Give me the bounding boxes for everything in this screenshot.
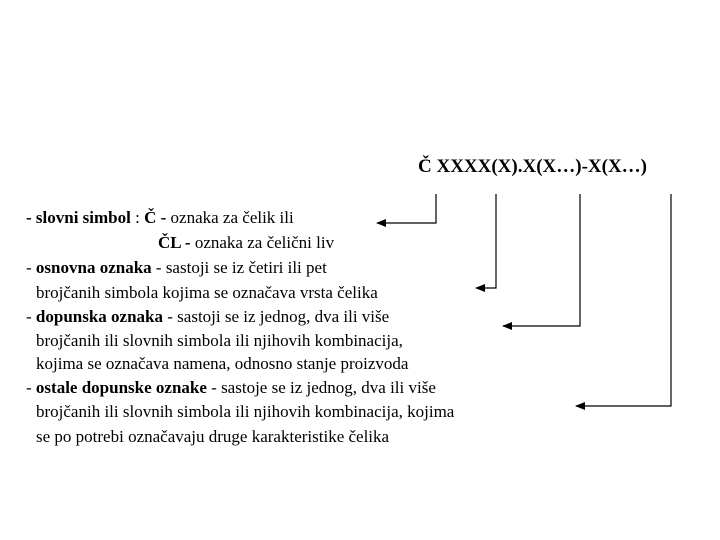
term-ostale-dopunske-oznake: ostale dopunske oznake — [35, 378, 207, 397]
arrow-slovni-simbol — [377, 194, 436, 223]
item-prefix: - — [26, 378, 36, 397]
arrow-ostale-oznake — [576, 194, 671, 406]
item-ostale-oznake-line3: se po potrebi označavaju druge karakteristike čelika — [36, 427, 390, 446]
desc-osnovna-oznaka: - sastoji se iz četiri ili pet — [151, 258, 327, 277]
item-dopunska-oznaka-line3: kojima se označava namena, odnosno stanje proizvoda — [36, 354, 409, 373]
item-dopunska-oznaka-line2: brojčanih ili slovnih simbola ili njihovih kombinacija, — [36, 331, 403, 350]
item-prefix: - — [26, 307, 36, 326]
term-dopunska-oznaka: dopunska oznaka — [35, 307, 164, 326]
desc-dopunska-oznaka: - sastoji se iz jednog, dva ili više — [163, 307, 390, 326]
item-osnovna-oznaka-line2: brojčanih simbola kojima se označava vrsta čelika — [36, 283, 378, 302]
code-cl: ČL - — [158, 233, 191, 252]
desc-cl: oznaka za čelični liv — [190, 233, 335, 252]
code-c: Č - — [144, 208, 167, 227]
desc-ostale-oznake: - sastoje se iz jednog, dva ili više — [206, 378, 436, 397]
item-prefix: - — [26, 258, 36, 277]
desc-c: oznaka za čelik ili — [166, 208, 294, 227]
formula-heading: Č XXXX(X).X(X…)-X(X…) — [418, 156, 648, 177]
term-slovni-simbol: - slovni simbol — [26, 208, 131, 227]
item-ostale-oznake-line2: brojčanih ili slovnih simbola ili njihovih kombinacija, kojima — [36, 402, 455, 421]
separator: : — [130, 208, 145, 227]
term-osnovna-oznaka: osnovna oznaka — [35, 258, 152, 277]
arrow-dopunska-oznaka — [503, 194, 580, 326]
arrow-osnovna-oznaka — [476, 194, 496, 288]
